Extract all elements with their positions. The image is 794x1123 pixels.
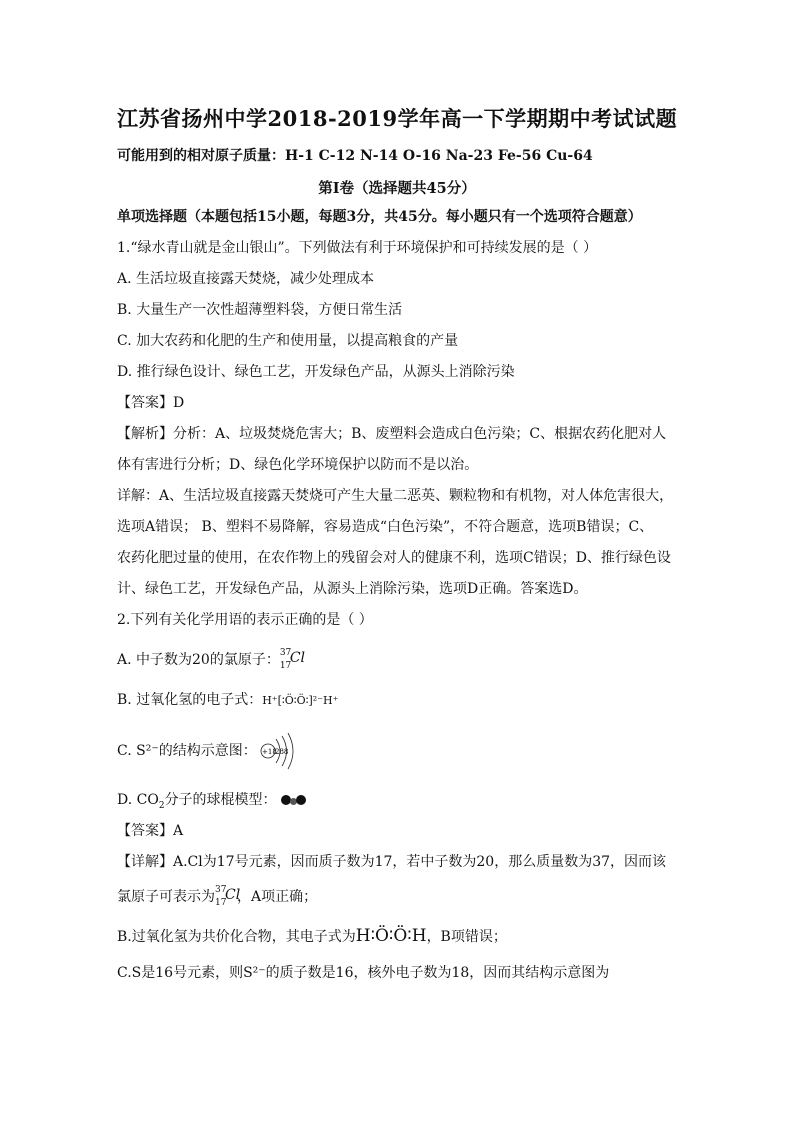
isotope-mass-number-inline: 37: [215, 885, 227, 895]
atomic-masses-line: 可能用到的相对原子质量：H-1 C-12 N-14 O-16 Na-23 Fe-56 Cu-64: [117, 148, 593, 164]
q1-detail-line-1: 详解：A、生活垃圾直接露天焚烧可产生大量二恶英、颗粒物和有机物，对人体危害很大，: [117, 488, 674, 504]
q1-detail-line-4: 计、绿色工艺，开发绿色产品，从源头上消除污染，选项D正确。答案选D。: [117, 581, 588, 597]
q1-option-d: D. 推行绿色设计、绿色工艺，开发绿色产品，从源头上消除污染: [117, 364, 515, 380]
q2-option-d-text-a: D. CO: [117, 792, 159, 808]
q2-detail-line-2: [117, 885, 317, 907]
q2-option-c-text: C. S²⁻的结构示意图：: [117, 743, 257, 759]
q2-option-b: [117, 690, 338, 711]
isotope-atomic-number-inline: 17: [215, 898, 227, 908]
q1-stem: 1.“绿水青山就是金山银山”。下列做法有利于环境保护和可持续发展的是（ ）: [117, 240, 598, 256]
q2-option-b-text: B. 过氧化氢的电子式：: [117, 692, 263, 708]
q2-detail-line-4: C.S是16号元素，则S²⁻的质子数是16，核外电子数为18，因而其结构示意图为: [117, 965, 610, 981]
q1-answer: 【答案】D: [117, 395, 185, 411]
q2-detail-line-2-text-b: ，A项正确；: [237, 889, 318, 905]
chlorine-isotope-symbol: [279, 648, 306, 671]
q2-option-d-subscript: 2: [158, 800, 165, 811]
q2-option-a-text: A. 中子数为20的氯原子：: [117, 652, 280, 668]
q1-option-c: C. 加大农药和化肥的生产和使用量，以提高粮食的产量: [117, 333, 459, 349]
q2-option-d-text-b: 分子的球棍模型：: [164, 792, 277, 808]
q1-analysis-line-1: 【解析】分析：A、垃圾焚烧危害大；B、废塑料会造成白色污染；C、根据农药化肥对人: [117, 426, 667, 442]
shell-electrons: 288: [275, 748, 289, 756]
q2-option-c: [117, 741, 257, 761]
q2-answer: 【答案】A: [117, 823, 184, 839]
q2-option-d: [117, 790, 306, 816]
section-instruction: 单项选择题（本题包括15小题，每题3分，共45分。每小题只有一个选项符合题意）: [117, 209, 642, 225]
q2-detail-line-1: 【详解】A.Cl为17号元素，因而质子数为17，若中子数为20，那么质量数为37，因而该: [117, 854, 667, 870]
q2-detail-line-3-text-a: B.过氧化氢为共价化合物，其电子式为: [117, 929, 356, 945]
q1-option-b: B. 大量生产一次性超薄塑料袋，方便日常生活: [117, 302, 403, 318]
isotope-atomic-number: 17: [279, 661, 292, 671]
shell-arc-3: [288, 733, 293, 769]
page-title: 江苏省扬州中学2018-2019学年高一下学期期中考试试题: [117, 106, 678, 131]
chlorine-isotope-symbol-inline: [215, 885, 241, 908]
section-title: 第Ⅰ卷（选择题共45分）: [318, 180, 476, 197]
isotope-element-inline: Cl: [225, 887, 241, 903]
q1-detail-line-3: 农药化肥过量的使用，在农作物上的残留会对人的健康不利，选项C错误；D、推行绿色设: [117, 550, 671, 566]
peroxide-electron-formula: H⁺[∶Ö∶Ö∶]²⁻H⁺: [262, 694, 339, 707]
q2-detail-line-3: [117, 926, 507, 947]
q2-detail-line-3-text-b: ，B项错误；: [426, 929, 507, 945]
q2-option-a: [117, 648, 306, 671]
nucleus-charge: +18: [262, 748, 277, 756]
isotope-element: Cl: [289, 650, 306, 666]
q1-analysis-line-2: 体有害进行分析；D、绿色化学环境保护以防而不是以治。: [117, 457, 479, 473]
co2-ball-stick-model: [281, 792, 306, 808]
q1-detail-line-2: 选项A错误； B、塑料不易降解，容易造成“白色污染”，不符合题意，选项B错误；C、: [117, 519, 654, 535]
q1-option-a: A. 生活垃圾直接露天焚烧，减少处理成本: [117, 271, 375, 287]
sulfide-structure-diagram: [258, 731, 300, 773]
q2-detail-line-2-text-a: 氯原子可表示为: [117, 889, 215, 905]
q2-stem: 2.下列有关化学用语的表示正确的是（ ）: [117, 612, 373, 628]
peroxide-covalent-formula: H∶Ö∶Ö∶H: [355, 926, 427, 946]
oxygen-ball-right: [296, 795, 306, 805]
isotope-mass-number: 37: [279, 648, 292, 658]
